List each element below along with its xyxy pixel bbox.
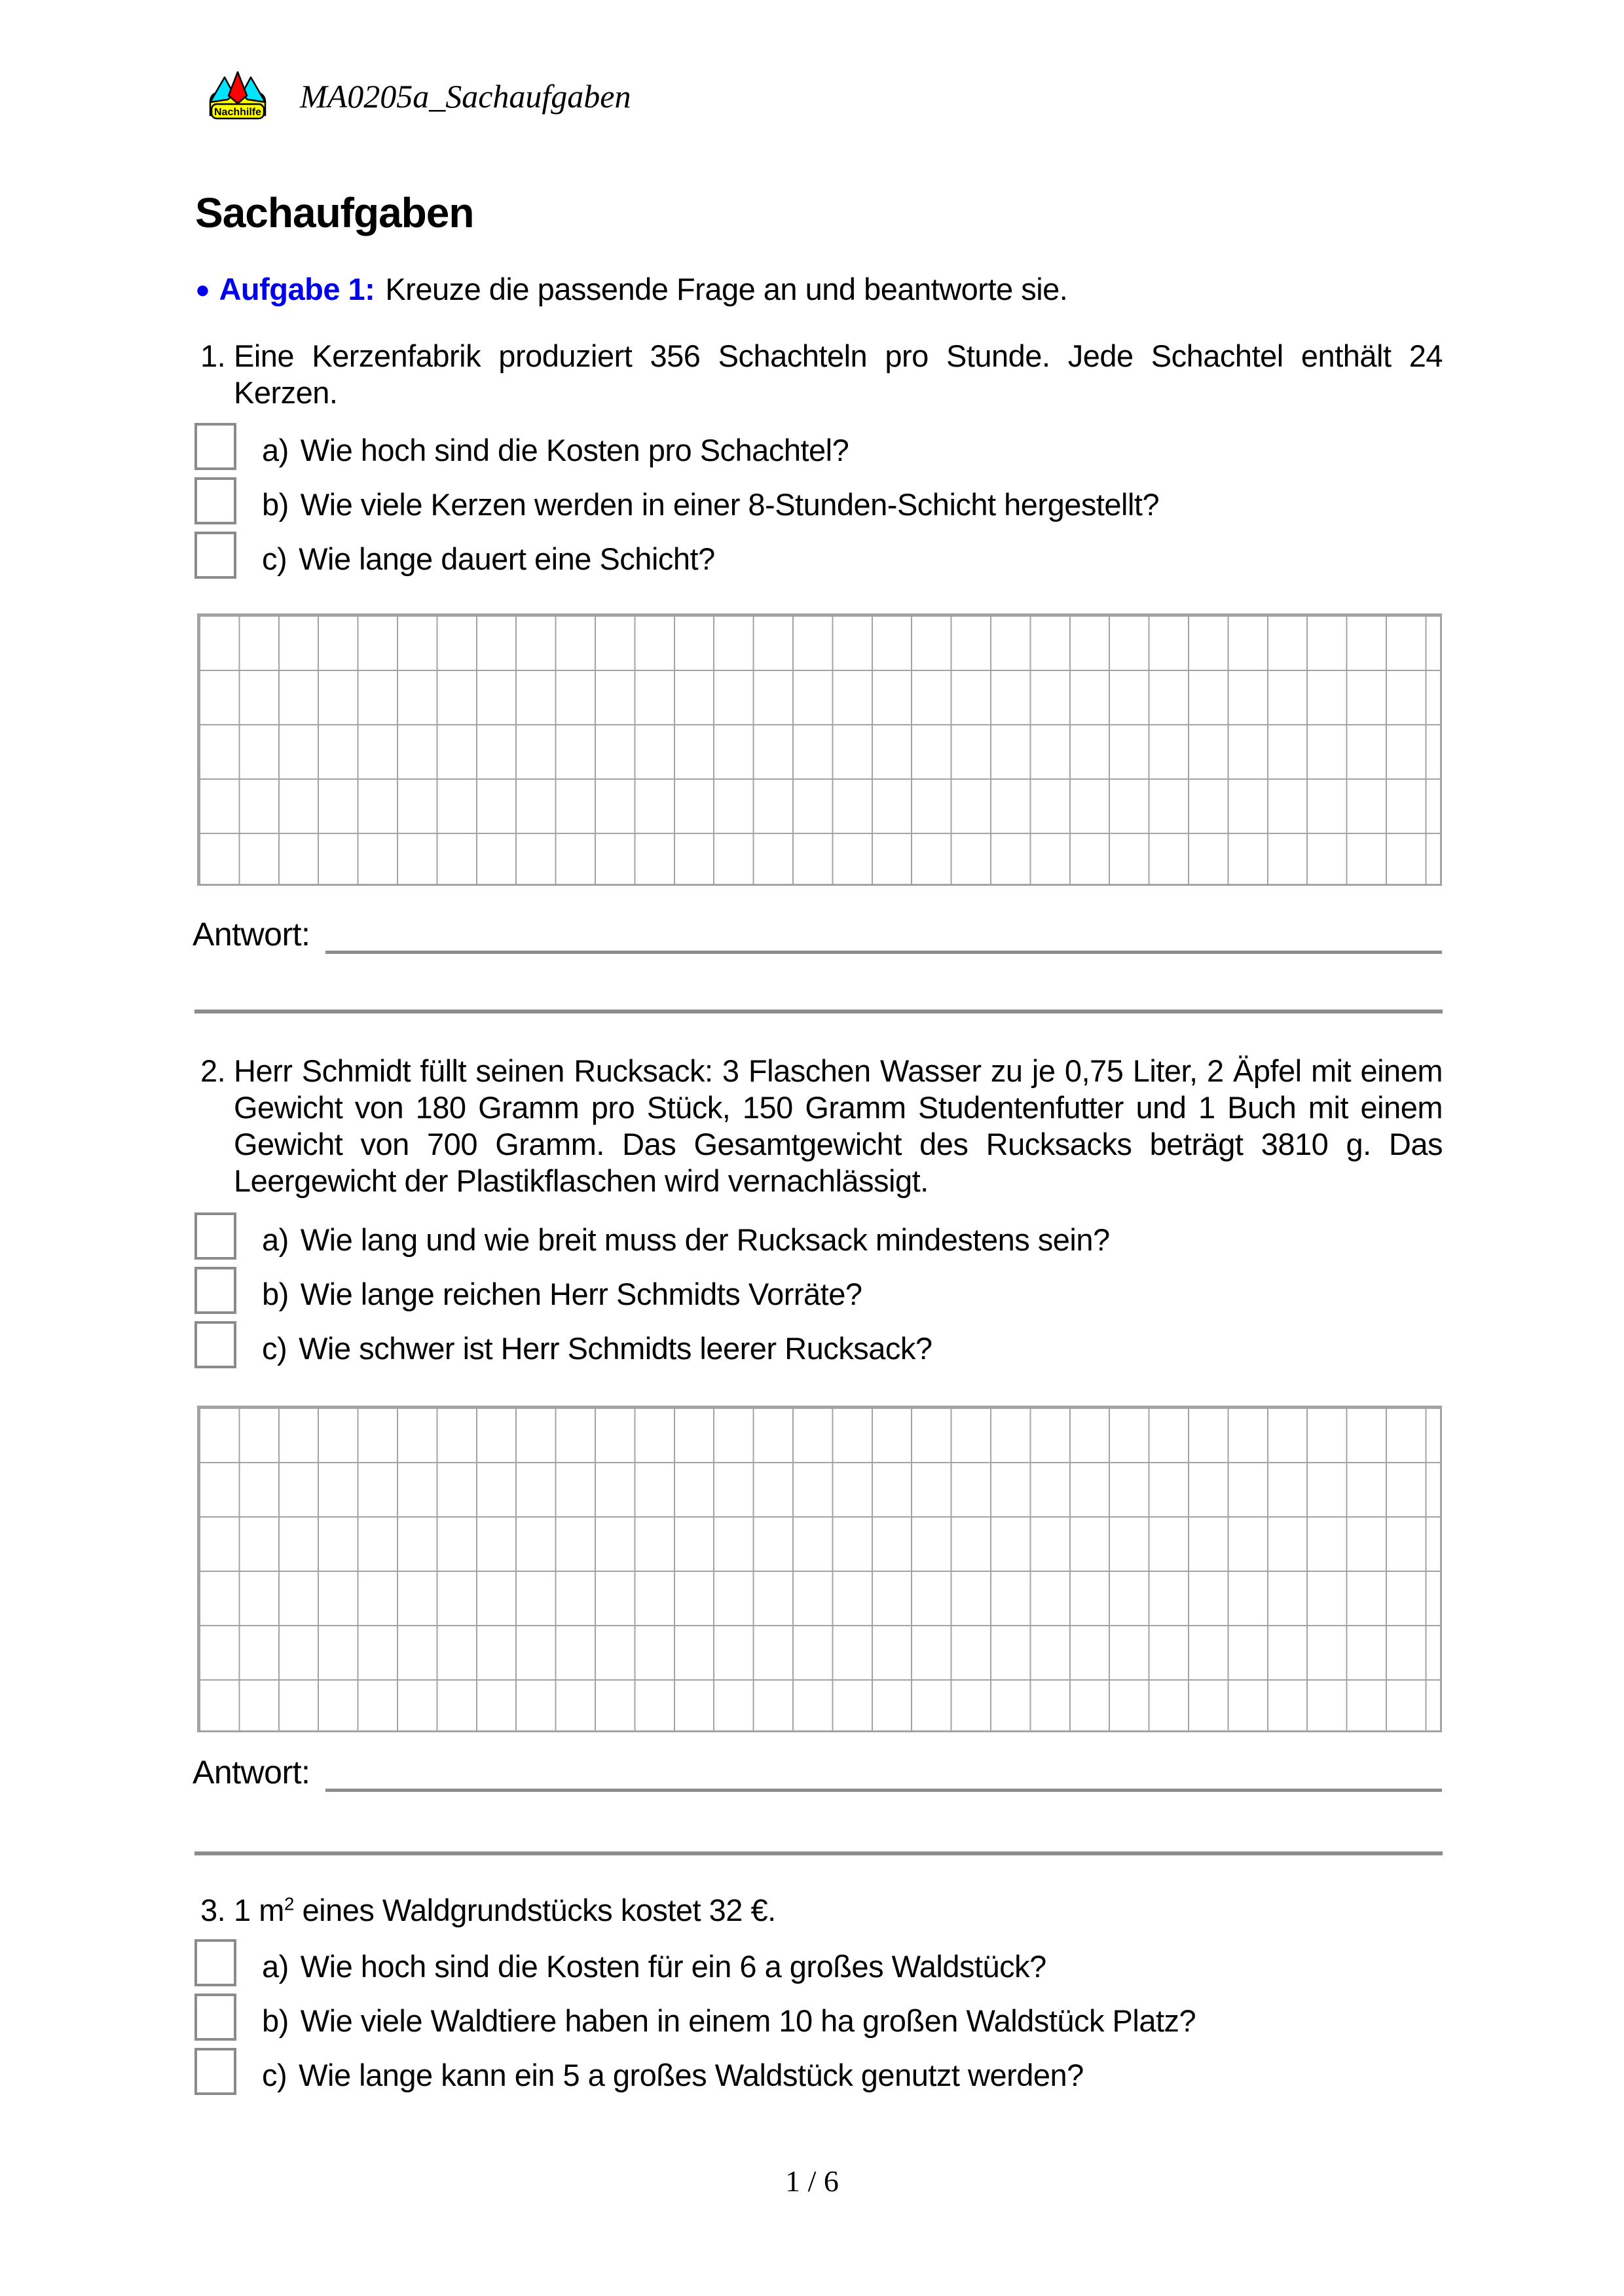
problem-number: 3.	[200, 1893, 226, 1927]
page-title: Sachaufgaben	[195, 189, 474, 236]
question-label: b)	[262, 487, 289, 522]
question-label: c)	[262, 1331, 287, 1366]
question-label: a)	[262, 433, 289, 467]
question-text: Wie hoch sind die Kosten pro Schachtel?	[300, 433, 849, 467]
answer-line	[325, 1789, 1442, 1792]
page-number: 1 / 6	[785, 2164, 839, 2198]
question-label: b)	[262, 1277, 289, 1311]
problem-text: Eine Kerzenfabrik produziert 356 Schachteln pro Stunde. Jede Schachtel enthält 24 Kerzen.	[234, 338, 1443, 410]
question-text: Wie viele Waldtiere haben in einem 10 ha großen Waldstück Platz?	[300, 2003, 1196, 2038]
question-text: Wie viele Kerzen werden in einer 8-Stunden-Schicht hergestellt?	[300, 487, 1160, 522]
problem-1	[196, 338, 1443, 411]
task-instruction: Kreuze die passende Frage an und beantworte sie.	[385, 272, 1068, 306]
task-label: Aufgabe 1:	[219, 272, 375, 306]
question-text: Wie lange kann ein 5 a großes Waldstück genutzt werden?	[299, 2058, 1084, 2092]
section-divider	[194, 1851, 1443, 1855]
work-grid	[197, 1406, 1442, 1732]
question-text: Wie hoch sind die Kosten für ein 6 a großes Waldstück?	[300, 1949, 1046, 1984]
document-code: MA0205a_Sachaufgaben	[300, 78, 631, 115]
question-label: c)	[262, 2058, 287, 2092]
question-text: Wie lang und wie breit muss der Rucksack mindestens sein?	[300, 1222, 1110, 1257]
problem-number: 2.	[200, 1053, 226, 1088]
checkbox[interactable]	[194, 1267, 236, 1314]
question-row	[194, 1212, 1110, 1260]
answer-label: Antwort:	[193, 1754, 310, 1791]
problem-number: 1.	[200, 338, 226, 373]
problem-text: Herr Schmidt füllt seinen Rucksack: 3 Flaschen Wasser zu je 0,75 Liter, 2 Äpfel mit einem Gewicht von 180 Gramm pro Stück, 150 Gramm Studentenfutter und 1 Buch mit einem Gewicht von 700 Gramm. Das Gesamtgewicht des Rucksacks beträgt 3810 g. Das Leergewicht der Plastikflaschen wird vernachlässigt.	[234, 1053, 1443, 1198]
superscript: 2	[284, 1893, 294, 1914]
question-row	[194, 477, 1159, 524]
question-label: a)	[262, 1949, 289, 1984]
checkbox[interactable]	[194, 1939, 236, 1986]
checkbox[interactable]	[194, 1994, 236, 2041]
answer-line	[325, 951, 1442, 954]
section-divider	[194, 1010, 1443, 1013]
question-text: Wie lange dauert eine Schicht?	[299, 541, 715, 576]
problem-2	[196, 1053, 1443, 1199]
question-label: a)	[262, 1222, 289, 1257]
problem-text: 1 $m^2$ eines Waldgrundstücks kostet 32 €.	[234, 1893, 776, 1927]
question-label: c)	[262, 541, 287, 576]
checkbox[interactable]	[194, 477, 236, 524]
question-row	[194, 1321, 932, 1368]
checkbox[interactable]	[194, 1212, 236, 1260]
logo-text: Nachhilfe	[213, 107, 262, 118]
question-row	[194, 1994, 1196, 2041]
question-row	[194, 1939, 1046, 1986]
bullet-icon: ●	[195, 276, 210, 304]
checkbox[interactable]	[194, 1321, 236, 1368]
problem-3	[196, 1892, 1443, 1929]
question-row	[194, 2048, 1084, 2095]
question-label: b)	[262, 2003, 289, 2038]
question-text: Wie lange reichen Herr Schmidts Vorräte?	[300, 1277, 862, 1311]
question-row	[194, 1267, 862, 1314]
task-line	[195, 271, 1067, 307]
checkbox[interactable]	[194, 2048, 236, 2095]
question-row	[194, 423, 849, 470]
question-row	[194, 532, 715, 579]
nachhilfe-logo-icon	[205, 68, 270, 122]
question-text: Wie schwer ist Herr Schmidts leerer Rucksack?	[299, 1331, 932, 1366]
answer-label: Antwort:	[193, 916, 310, 953]
checkbox[interactable]	[194, 532, 236, 579]
work-grid	[197, 613, 1442, 886]
checkbox[interactable]	[194, 423, 236, 470]
